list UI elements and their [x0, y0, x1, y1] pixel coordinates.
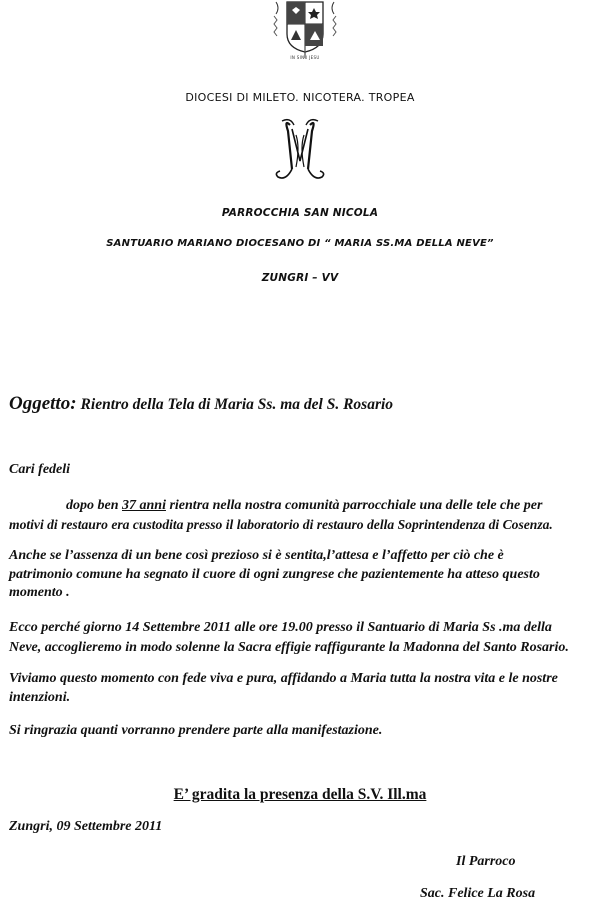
paragraph-2-line-3: momento .: [9, 585, 70, 600]
crest-icon: [270, 0, 340, 62]
signer-role: Il Parroco: [456, 854, 516, 869]
paragraph-4-line-1: Viviamo questo momento con fede viva e pura, affidando a Maria tutta la nostra vita e le nostre: [9, 671, 558, 686]
paragraph-4-line-2: intenzioni.: [9, 690, 71, 705]
sanctuary-name: SANTUARIO MARIANO DIOCESANO DI “ MARIA SS.MA DELLA NEVE”: [106, 238, 494, 249]
subject-text: Rientro della Tela di Maria Ss. ma del S. Rosario: [80, 396, 394, 413]
subject-label: Oggetto:: [9, 393, 77, 414]
paragraph-5: Si ringrazia quanti vorranno prendere parte alla manifestazione.: [9, 723, 383, 738]
crest-motto: IN SINU JESU: [290, 55, 320, 60]
signer-name: Sac. Felice La Rosa: [420, 886, 536, 901]
paragraph-2-line-2: patrimonio comune ha segnato il cuore di ogni zungrese che pazientemente ha atteso questo: [9, 567, 540, 582]
p1-post: rientra nella nostra comunità parrocchiale una delle tele che per: [165, 498, 543, 513]
marian-monogram: [270, 117, 330, 189]
place-date: Zungri, 09 Settembre 2011: [9, 819, 163, 834]
welcome-line: E’ gradita la presenza della S.V. Ill.ma: [173, 786, 427, 803]
paragraph-2-line-1: Anche se l’assenza di un bene così prezioso si è sentita,l’attesa e l’affetto per ciò che è: [9, 548, 504, 563]
paragraph-3-line-2: Neve, accoglieremo in modo solenne la Sacra effigie raffigurante la Madonna del Santo Rosario.: [9, 640, 569, 655]
paragraph-1-line-1: [66, 497, 542, 515]
parish-name: PARROCCHIA SAN NICOLA: [221, 207, 379, 219]
bishop-crest: [270, 0, 340, 62]
town-name: ZUNGRI – VV: [261, 272, 339, 284]
p1-pre: dopo ben: [66, 498, 122, 513]
subject-line: [9, 393, 393, 415]
paragraph-3-line-1: Ecco perché giorno 14 Settembre 2011 alle ore 19.00 presso il Santuario di Maria Ss .ma della: [9, 620, 552, 635]
diocese-heading: DIOCESI DI MILETO. NICOTERA. TROPEA: [185, 91, 415, 104]
greeting: Cari fedeli: [9, 462, 71, 477]
monogram-icon: [270, 117, 330, 189]
p1-years: 37 anni: [122, 498, 166, 513]
paragraph-1-line-2: motivi di restauro era custodita presso il laboratorio di restauro della Soprintendenza di Cosenza.: [9, 517, 553, 532]
